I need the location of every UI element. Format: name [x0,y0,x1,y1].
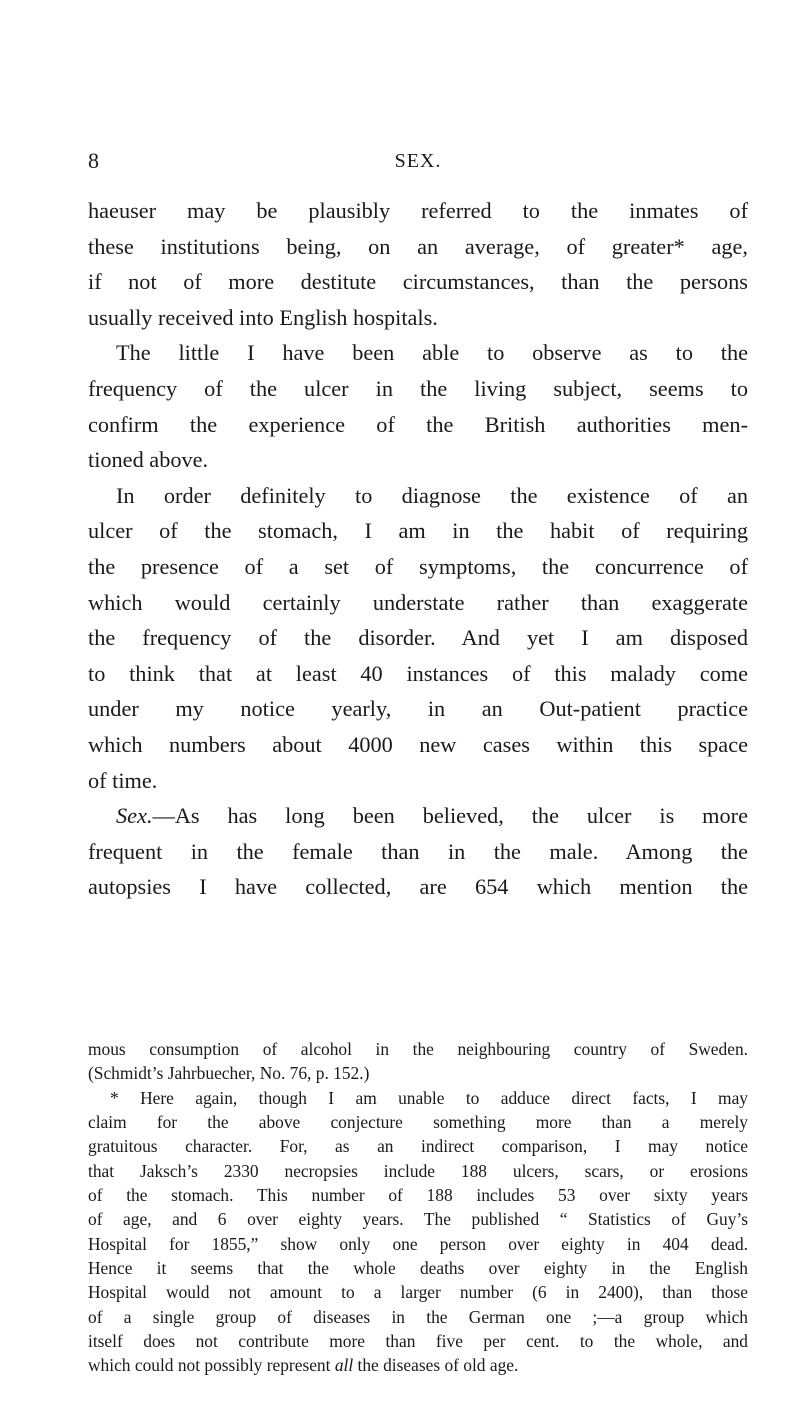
footnote-line: of the stomach. This number of 188 includes 53 over sixty years [88,1185,748,1206]
text-line: haeuser may be plausibly referred to the inmates of [88,198,748,223]
body-text [88,193,748,905]
footnote-line: Hence it seems that the whole deaths over eighty in the English [88,1258,748,1279]
footnote-emphasis: all [334,1355,354,1376]
footnote-line: of a single group of diseases in the German one ;—a group which [88,1306,748,1327]
text-line: under my notice yearly, in an Out-patient practice [88,696,748,722]
text-line: of time. [88,767,158,793]
text-line: autopsies I have collected, are 654 which mention the [88,874,748,900]
footnote-line: of age, and 6 over eighty years. The published “ Statistics of Guy’s [88,1209,748,1230]
footnote-text: the diseases of old age. [353,1355,519,1376]
text-line: if not of more destitute circumstances, than the persons [88,269,748,295]
footnote-line: mous consumption of alcohol in the neighbouring country of Sweden. [88,1039,748,1059]
text-line: to think that at least 40 instances of this malady come [88,660,748,686]
text-line: the frequency of the disorder. And yet I am disposed [88,625,748,651]
text-line: ulcer of the stomach, I am in the habit of requiring [88,518,748,544]
running-head: SEX. [394,150,442,172]
footnote-line: Hospital for 1855,” show only one person over eighty in 404 dead. [88,1233,748,1254]
text-line: confirm the experience of the British authorities men- [88,411,748,437]
footnote-line: that Jaksch’s 2330 necropsies include 188 ulcers, scars, or erosions [88,1160,748,1181]
text-line: In order definitely to diagnose the existence of an [116,482,748,508]
footnote-line: (Schmidt’s Jahrbuecher, No. 76, p. 152.) [88,1063,370,1084]
footnote-line: Hospital would not amount to a larger number (6 in 2400), than those [88,1282,748,1303]
page-number: 8 [88,148,99,173]
footnote-last-line [88,1353,748,1377]
text-line: the presence of a set of symptoms, the concurrence of [88,553,748,579]
text-line: these institutions being, on an average, of greater* age, [88,233,748,259]
text-line: The little I have been able to observe as to the [116,340,748,366]
text-line: frequency of the ulcer in the living subject, seems to [88,375,748,401]
footnote-line: * Here again, though I am unable to adduce direct facts, I may [110,1087,748,1108]
sex-paragraph-text: —As has long been believed, the ulcer is more [152,803,748,829]
page-header [88,146,748,176]
text-line: which numbers about 4000 new cases within this space [88,731,748,757]
text-line: which would certainly understate rather than exaggerate [88,589,748,615]
text-line: frequent in the female than in the male. Among the [88,838,748,864]
footnote-line: gratuitous character. For, as an indirect comparison, I may notice [88,1136,748,1157]
sex-heading: Sex. [116,803,153,829]
footnote-text: which could not possibly represent [88,1355,335,1376]
footnote-line: itself does not contribute more than five per cent. to the whole, and [88,1331,748,1352]
footnotes [88,1037,748,1378]
sex-paragraph-first-line [88,798,748,834]
text-line: usually received into English hospitals. [88,304,438,330]
footnote-line: claim for the above conjecture something more than a merely [88,1112,748,1133]
text-line: tioned above. [88,447,209,473]
